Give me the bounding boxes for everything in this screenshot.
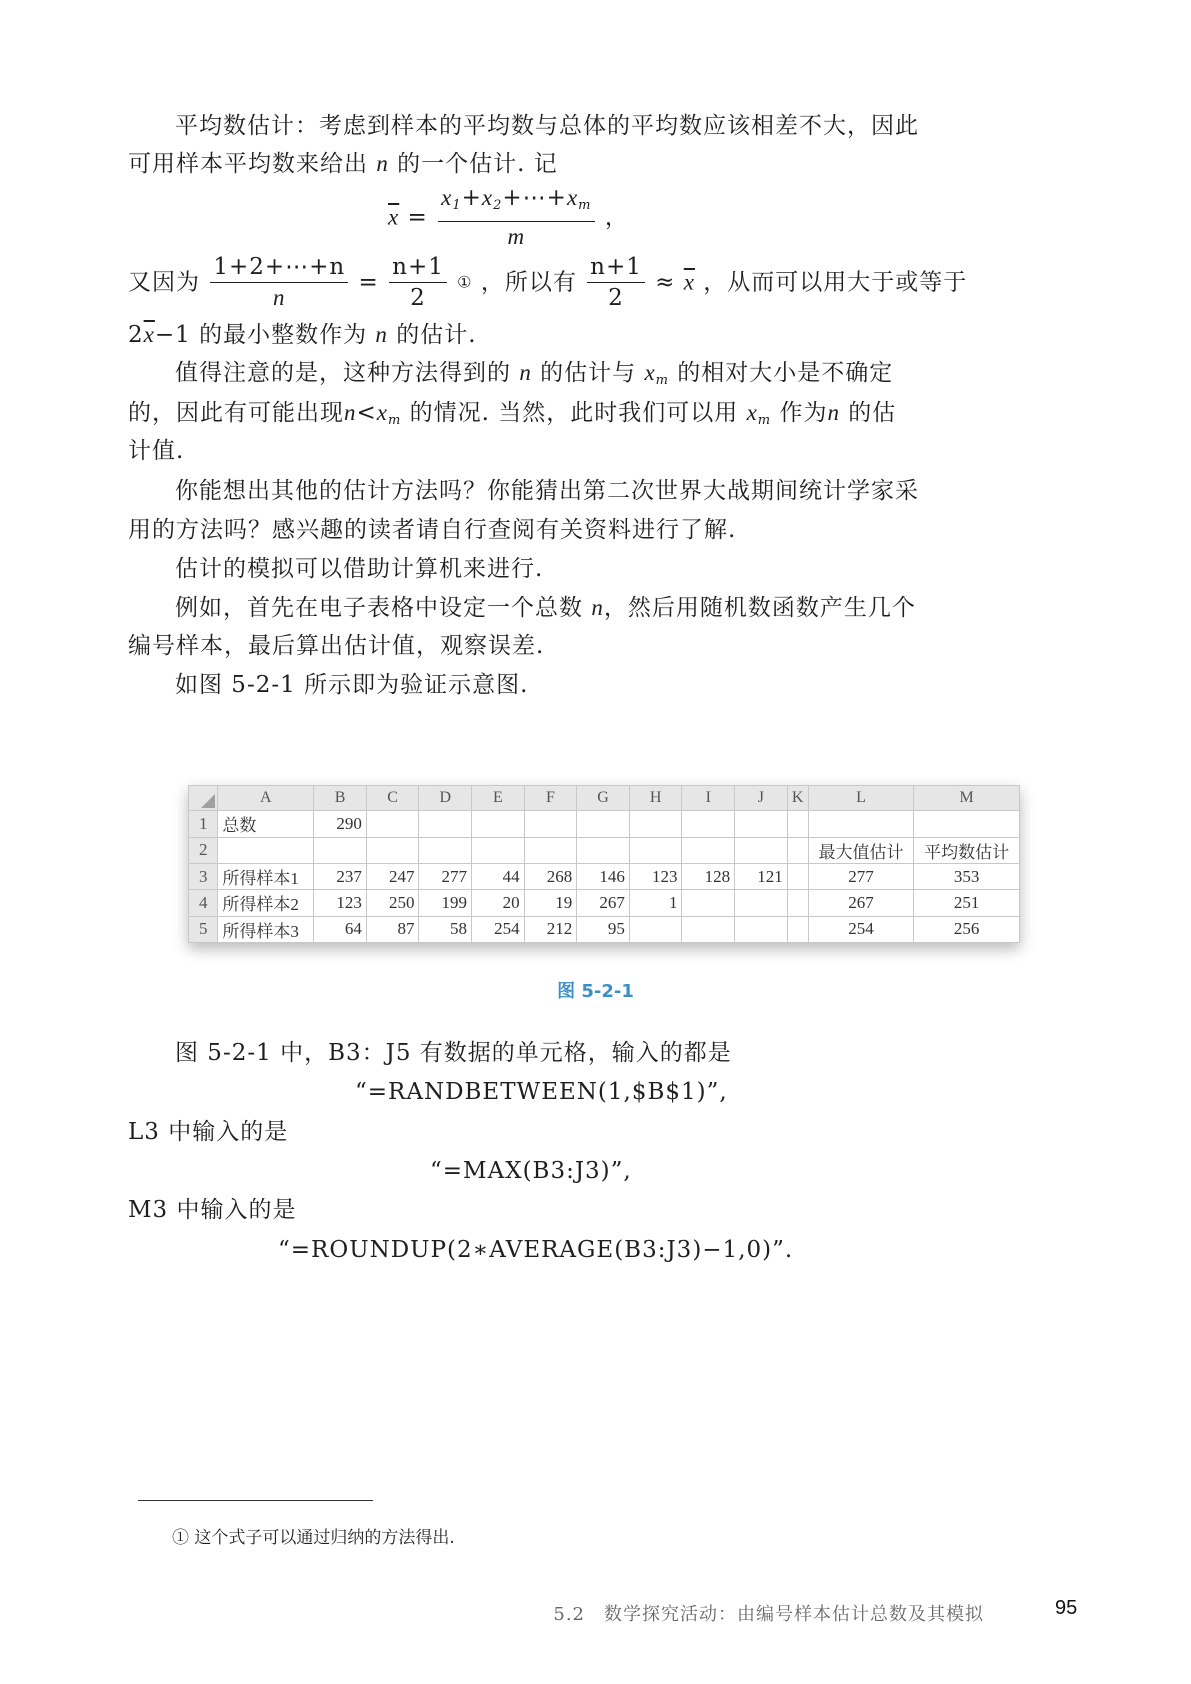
cell-e5: 254	[472, 916, 525, 942]
para2-line2: $2\overline{x}-1$ 的最小整数作为 n 的估计.	[128, 322, 477, 348]
para5: 估计的模拟可以借助计算机来进行.	[175, 556, 544, 582]
cell-c5: 87	[366, 916, 419, 942]
cell-h3: 123	[629, 863, 682, 889]
formula-max: “=MAX(B3:J3)”,	[430, 1158, 632, 1184]
spreadsheet-figure	[188, 785, 1020, 943]
approx-sign: ≈	[655, 269, 676, 296]
cell	[629, 811, 682, 837]
row-number: 3	[189, 863, 218, 889]
col-header-h: H	[629, 786, 682, 811]
cell	[682, 890, 735, 916]
cell	[787, 837, 808, 863]
para2-eq: =	[358, 269, 379, 296]
cell-b5: 64	[314, 916, 367, 942]
cell-d5: 58	[419, 916, 472, 942]
running-head: 5.2 数学探究活动：由编号样本估计总数及其模拟	[553, 1604, 984, 1625]
cell-m3: 353	[914, 863, 1020, 889]
cell	[629, 916, 682, 942]
footnote-ref: ①	[457, 272, 473, 292]
cell-f3: 268	[524, 863, 577, 889]
cell-i3: 128	[682, 863, 735, 889]
row-number: 5	[189, 916, 218, 942]
col-header-f: F	[524, 786, 577, 811]
sheet-row-1	[189, 811, 1020, 837]
cell-b4: 123	[314, 890, 367, 916]
mean-xbar: $\overline{x}$	[388, 204, 400, 230]
cell-m5: 256	[914, 916, 1020, 942]
cell	[735, 811, 788, 837]
cell-e4: 20	[472, 890, 525, 916]
para4-line1: 你能想出其他的估计方法吗？你能猜出第二次世界大战期间统计学家采	[175, 478, 919, 504]
sum-numerator: 1+2+⋯+n	[210, 252, 348, 283]
spreadsheet-table	[188, 785, 1020, 943]
cell	[787, 890, 808, 916]
cell	[314, 837, 367, 863]
para3-line1: 值得注意的是，这种方法得到的 n 的估计与 $x_m$ 的相对大小是不确定	[175, 360, 894, 388]
cell	[524, 811, 577, 837]
xbar-symbol-2: $\overline{x}$	[143, 322, 155, 347]
cell	[787, 863, 808, 889]
para1-line2	[128, 141, 558, 187]
para6-line1: 例如，首先在电子表格中设定一个总数 n，然后用随机数函数产生几个	[175, 595, 916, 621]
cell	[419, 837, 472, 863]
para3-line2: 的，因此有可能出现$n<x_m$ 的情况. 当然，此时我们可以用 $x_m$ 作为n 的估	[128, 400, 897, 428]
page-number: 95	[1055, 1597, 1078, 1619]
cell-g4: 267	[577, 890, 630, 916]
sum-fraction	[210, 252, 348, 313]
xbar-symbol: $\overline{x}$	[683, 269, 695, 295]
para2-tail: ，从而可以用大于或等于	[703, 269, 968, 296]
cell-h4: 1	[629, 890, 682, 916]
footnote-rule	[138, 1500, 373, 1501]
col-header-a: A	[218, 786, 314, 811]
cell	[366, 837, 419, 863]
para9: L3 中输入的是	[128, 1119, 289, 1145]
half-numerator: n+1	[389, 252, 447, 283]
cell-a3: 所得样本1	[218, 863, 314, 889]
col-header-j: J	[735, 786, 788, 811]
para1-line1: 平均数估计：考虑到样本的平均数与总体的平均数应该相差不大，因此	[175, 113, 919, 139]
sheet-row-4	[189, 890, 1020, 916]
cell	[787, 811, 808, 837]
cell	[682, 811, 735, 837]
para10: M3 中输入的是	[128, 1197, 297, 1223]
col-header-l: L	[808, 786, 914, 811]
mean-formula	[388, 183, 629, 252]
row-number: 1	[189, 811, 218, 837]
cell-c3: 247	[366, 863, 419, 889]
cell-c4: 250	[366, 890, 419, 916]
sheet-row-3	[189, 863, 1020, 889]
cell-l4: 267	[808, 890, 914, 916]
cell-j3: 121	[735, 863, 788, 889]
cell	[577, 837, 630, 863]
row-number: 4	[189, 890, 218, 916]
para2-line1	[128, 252, 967, 313]
para3-line3: 计值.	[128, 438, 185, 464]
cell	[524, 837, 577, 863]
half-fraction	[389, 252, 447, 313]
footnote-text: 这个式子可以通过归纳的方法得出.	[194, 1528, 455, 1548]
col-header-c: C	[366, 786, 419, 811]
figure-caption: 图 5-2-1	[557, 981, 634, 1002]
para2-prefix: 又因为	[128, 269, 200, 296]
para1-line2-b: 的一个估计. 记	[397, 151, 558, 177]
cell-l5: 254	[808, 916, 914, 942]
col-header-e: E	[472, 786, 525, 811]
para2-mid: ，所以有	[480, 269, 577, 296]
col-header-k: K	[787, 786, 808, 811]
column-header-row	[189, 786, 1020, 811]
para7: 如图 5-2-1 所示即为验证示意图.	[175, 672, 529, 698]
col-header-i: I	[682, 786, 735, 811]
cell-l3: 277	[808, 863, 914, 889]
mean-eq: =	[407, 204, 428, 231]
para4-line2: 用的方法吗？感兴趣的读者请自行查阅有关资料进行了解.	[128, 517, 737, 543]
half-denominator: 2	[410, 285, 426, 311]
cell	[629, 837, 682, 863]
cell	[472, 811, 525, 837]
cell-m2: 平均数估计	[914, 837, 1020, 863]
footnote-mark: ①	[172, 1528, 189, 1548]
cell	[472, 837, 525, 863]
cell-b1: 290	[314, 811, 367, 837]
var-n: n	[376, 151, 389, 176]
half-numerator-2: n+1	[587, 252, 645, 283]
sheet-row-5	[189, 916, 1020, 942]
col-header-g: G	[577, 786, 630, 811]
half-fraction-2	[587, 252, 645, 313]
cell	[682, 837, 735, 863]
mean-tail: ，	[604, 204, 629, 231]
row-number: 2	[189, 837, 218, 863]
sum-denominator: n	[273, 285, 286, 310]
cell	[735, 916, 788, 942]
cell	[218, 837, 314, 863]
cell-m4: 251	[914, 890, 1020, 916]
mean-denominator: m	[507, 224, 526, 249]
footnote	[172, 1525, 455, 1551]
sheet-row-2	[189, 837, 1020, 863]
cell-f4: 19	[524, 890, 577, 916]
cell	[682, 916, 735, 942]
cell	[419, 811, 472, 837]
cell-d3: 277	[419, 863, 472, 889]
formula-randbetween: “=RANDBETWEEN(1,$B$1)”,	[355, 1079, 728, 1105]
cell-e3: 44	[472, 863, 525, 889]
cell-g3: 146	[577, 863, 630, 889]
cell-a4: 所得样本2	[218, 890, 314, 916]
para6-line2: 编号样本，最后算出估计值，观察误差.	[128, 633, 545, 659]
select-all-corner	[189, 786, 218, 811]
col-header-m: M	[914, 786, 1020, 811]
cell-g5: 95	[577, 916, 630, 942]
formula-roundup: “=ROUNDUP(2∗AVERAGE(B3:J3)−1,0)”.	[278, 1237, 794, 1263]
mean-numerator: $x_1+x_2+\cdots+x_m$	[438, 183, 594, 222]
cell	[735, 890, 788, 916]
cell	[787, 916, 808, 942]
cell-f5: 212	[524, 916, 577, 942]
cell-b3: 237	[314, 863, 367, 889]
col-header-d: D	[419, 786, 472, 811]
para8: 图 5-2-1 中，B3：J5 有数据的单元格，输入的都是	[175, 1040, 732, 1066]
half-denominator-2: 2	[608, 285, 624, 311]
cell-a1: 总数	[218, 811, 314, 837]
cell	[914, 811, 1020, 837]
cell-l2: 最大值估计	[808, 837, 914, 863]
cell	[808, 811, 914, 837]
cell	[735, 837, 788, 863]
mean-fraction	[438, 183, 594, 252]
cell	[577, 811, 630, 837]
cell-a5: 所得样本3	[218, 916, 314, 942]
cell	[366, 811, 419, 837]
para1-line2-a: 可用样本平均数来给出	[128, 151, 368, 177]
col-header-b: B	[314, 786, 367, 811]
cell-d4: 199	[419, 890, 472, 916]
